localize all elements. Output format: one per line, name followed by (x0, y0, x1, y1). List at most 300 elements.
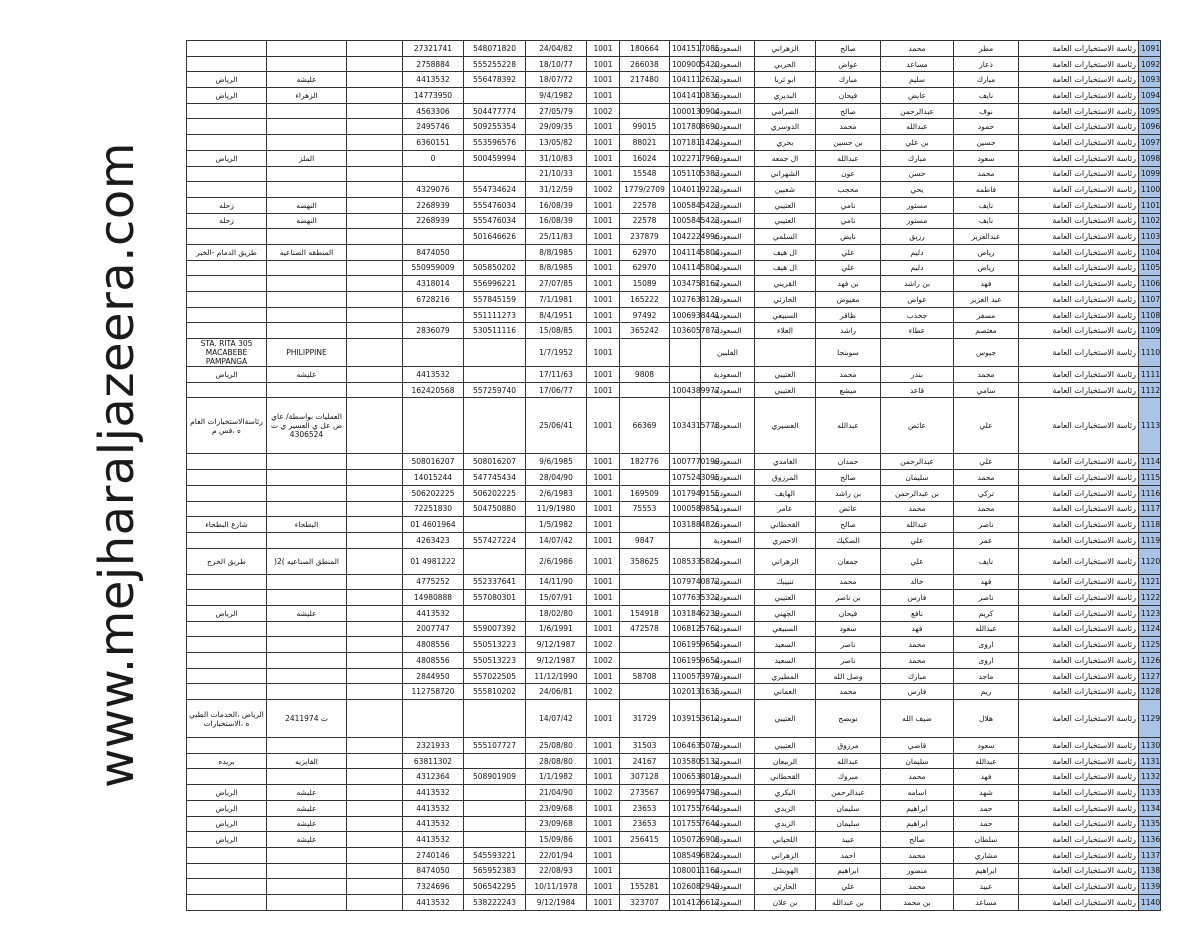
cell-date: 10/11/1978 (526, 879, 587, 895)
cell-c3: عبدالله (816, 753, 881, 769)
cell-id: 1039153612 (670, 700, 701, 738)
cell-city: الرياض (187, 832, 267, 848)
cell-dist (267, 182, 347, 198)
cell-c3: صالح (816, 517, 881, 533)
cell-n2: 1001 (587, 150, 620, 166)
cell-mob: 554734624 (464, 182, 526, 198)
table-row (187, 260, 1161, 276)
cell-agency: رئاسة الاستخبارات العامة (1019, 653, 1139, 669)
cell-city (187, 668, 267, 684)
cell-c2: مساعد (881, 56, 954, 72)
cell-agency: رئاسة الاستخبارات العامة (1019, 769, 1139, 785)
cell-idx: 1116 (1139, 485, 1161, 501)
cell-date: 23/09/68 (526, 816, 587, 832)
cell-c4: المطيري (755, 668, 816, 684)
cell-dist (267, 501, 347, 517)
cell-c3: ناصر (816, 637, 881, 653)
cell-c1: ناصر (954, 590, 1019, 606)
cell-id: 1068125762 (670, 621, 701, 637)
cell-nat: السعودية (701, 229, 755, 245)
cell-id: 1080011164 (670, 863, 701, 879)
cell-n2: 1001 (587, 56, 620, 72)
cell-c2: محمد (881, 41, 954, 57)
cell-n1 (620, 653, 670, 669)
cell-dist: المنطق الصناعيه )2( (267, 548, 347, 574)
cell-n1: 15089 (620, 276, 670, 292)
cell-n2: 1001 (587, 816, 620, 832)
cell-c4: العتيبي (755, 700, 816, 738)
cell-tel (403, 229, 464, 245)
cell-nat: السعودية (701, 72, 755, 88)
cell-empty (347, 166, 403, 182)
cell-agency: رئاسة الاستخبارات العامة (1019, 574, 1139, 590)
cell-id: 1100573979 (670, 668, 701, 684)
table-row (187, 590, 1161, 606)
cell-dist: عليشه (267, 72, 347, 88)
cell-tel (403, 339, 464, 367)
cell-n2: 1002 (587, 103, 620, 119)
cell-n1 (620, 847, 670, 863)
table-row (187, 323, 1161, 339)
cell-c3: بن حسين (816, 135, 881, 151)
cell-nat: السعودية (701, 323, 755, 339)
cell-c3: مبارك (816, 72, 881, 88)
table-row (187, 150, 1161, 166)
cell-c1: عبدالعزيز (954, 229, 1019, 245)
cell-n2: 1001 (587, 753, 620, 769)
cell-c2: محمد (881, 769, 954, 785)
cell-tel: 4413532 (403, 816, 464, 832)
cell-empty (347, 574, 403, 590)
cell-c1: معتصم (954, 323, 1019, 339)
cell-n2: 1002 (587, 785, 620, 801)
cell-date: 1/1/1982 (526, 769, 587, 785)
cell-city: الرياض (187, 88, 267, 104)
cell-empty (347, 700, 403, 738)
cell-c1: اروى (954, 637, 1019, 653)
cell-n1: 66369 (620, 398, 670, 454)
table-row (187, 863, 1161, 879)
cell-id: 1007770199 (670, 454, 701, 470)
table-row (187, 879, 1161, 895)
cell-empty (347, 398, 403, 454)
cell-n2: 1001 (587, 166, 620, 182)
cell-mob (464, 166, 526, 182)
cell-date: 31/12/59 (526, 182, 587, 198)
cell-empty (347, 367, 403, 383)
cell-c3: عائض (816, 501, 881, 517)
cell-c1: رياض (954, 260, 1019, 276)
cell-c4: الزهراني (755, 41, 816, 57)
cell-n2: 1001 (587, 769, 620, 785)
cell-mob (464, 785, 526, 801)
cell-dist: النهضه (267, 213, 347, 229)
cell-c1: مسفر (954, 307, 1019, 323)
cell-empty (347, 88, 403, 104)
cell-dist (267, 135, 347, 151)
cell-n1: 9847 (620, 532, 670, 548)
cell-c4: القحطاني (755, 769, 816, 785)
cell-n2: 1001 (587, 548, 620, 574)
cell-nat: السعودية (701, 103, 755, 119)
cell-date: 18/07/72 (526, 72, 587, 88)
cell-empty (347, 501, 403, 517)
cell-empty (347, 213, 403, 229)
cell-c1: سعود (954, 738, 1019, 754)
cell-n1: 31503 (620, 738, 670, 754)
cell-id: 1079740872 (670, 574, 701, 590)
cell-city: بريده (187, 753, 267, 769)
cell-city: الرياض ،الخدمات الطبي ه ،الاستخبارات (187, 700, 267, 738)
cell-n2: 1001 (587, 605, 620, 621)
cell-id: 1000130904 (670, 103, 701, 119)
cell-c3: الصكيك (816, 532, 881, 548)
cell-agency: رئاسة الاستخبارات العامة (1019, 621, 1139, 637)
cell-tel: 14773950 (403, 88, 464, 104)
cell-date: 7/1/1981 (526, 292, 587, 308)
cell-dist (267, 532, 347, 548)
cell-id: 1041112622 (670, 72, 701, 88)
cell-idx: 1140 (1139, 894, 1161, 910)
cell-dist (267, 863, 347, 879)
cell-agency: رئاسة الاستخبارات العامة (1019, 501, 1139, 517)
cell-tel: 63811302 (403, 753, 464, 769)
cell-c2: فارس (881, 590, 954, 606)
cell-city (187, 485, 267, 501)
cell-n1: 24167 (620, 753, 670, 769)
cell-agency: رئاسة الاستخبارات العامة (1019, 150, 1139, 166)
cell-c2: مستور (881, 213, 954, 229)
cell-mob: 557845159 (464, 292, 526, 308)
cell-empty (347, 738, 403, 754)
cell-agency: رئاسة الاستخبارات العامة (1019, 339, 1139, 367)
cell-agency: رئاسة الاستخبارات العامة (1019, 700, 1139, 738)
cell-c2: مبارك (881, 150, 954, 166)
cell-n2: 1001 (587, 398, 620, 454)
table-row (187, 382, 1161, 398)
cell-c2: عبدالرحمن (881, 454, 954, 470)
cell-c2: دليم (881, 260, 954, 276)
cell-agency: رئاسة الاستخبارات العامة (1019, 72, 1139, 88)
cell-dist (267, 166, 347, 182)
cell-c2: عبدالرحمن (881, 103, 954, 119)
cell-agency: رئاسة الاستخبارات العامة (1019, 879, 1139, 895)
cell-c4: السبيعي (755, 621, 816, 637)
cell-mob: 557427224 (464, 532, 526, 548)
cell-city (187, 894, 267, 910)
cell-n2: 1002 (587, 182, 620, 198)
cell-agency: رئاسة الاستخبارات العامة (1019, 847, 1139, 863)
cell-n1: 323707 (620, 894, 670, 910)
cell-id (670, 367, 701, 383)
cell-date: 25/06/41 (526, 398, 587, 454)
cell-n1: 169509 (620, 485, 670, 501)
cell-c1: مطر (954, 41, 1019, 57)
cell-agency: رئاسة الاستخبارات العامة (1019, 738, 1139, 754)
cell-c1: نوف (954, 103, 1019, 119)
cell-c4: الزهراني (755, 847, 816, 863)
cell-nat: السعودية (701, 182, 755, 198)
cell-dist: الفايزيه (267, 753, 347, 769)
cell-c1: تركي (954, 485, 1019, 501)
table-row (187, 738, 1161, 754)
cell-agency: رئاسة الاستخبارات العامة (1019, 894, 1139, 910)
table-row (187, 213, 1161, 229)
cell-date: 8/8/1985 (526, 244, 587, 260)
cell-agency: رئاسة الاستخبارات العامة (1019, 668, 1139, 684)
cell-id: 1004389977 (670, 382, 701, 398)
cell-n1: 472578 (620, 621, 670, 637)
cell-mob: 545593221 (464, 847, 526, 863)
cell-nat: السعودية (701, 166, 755, 182)
table-row (187, 339, 1161, 367)
cell-c3: جمعان (816, 548, 881, 574)
cell-tel: 01 4601964 (403, 517, 464, 533)
cell-date: 21/10/33 (526, 166, 587, 182)
cell-c2: محمد (881, 653, 954, 669)
cell-date: 16/08/39 (526, 197, 587, 213)
table-row (187, 668, 1161, 684)
cell-id: 1017557644 (670, 816, 701, 832)
cell-c3: علي (816, 260, 881, 276)
cell-dist: البطحاء (267, 517, 347, 533)
table-row (187, 41, 1161, 57)
cell-mob: 501646626 (464, 229, 526, 245)
cell-idx: 1137 (1139, 847, 1161, 863)
cell-c4: تنبيبك (755, 574, 816, 590)
cell-n1 (620, 470, 670, 486)
cell-city: الرياض (187, 367, 267, 383)
cell-id: 1077635322 (670, 590, 701, 606)
cell-c4: العتيبي (755, 367, 816, 383)
cell-empty (347, 292, 403, 308)
cell-c2: حسن (881, 166, 954, 182)
cell-city: 305 STA. RITA MACABEBE PAMPANGA (187, 339, 267, 367)
cell-empty (347, 605, 403, 621)
cell-city (187, 454, 267, 470)
cell-c3: صالح (816, 103, 881, 119)
cell-id: 1034315778 (670, 398, 701, 454)
cell-empty (347, 470, 403, 486)
cell-nat: السعودية (701, 367, 755, 383)
cell-date: 2/6/1986 (526, 548, 587, 574)
table-row (187, 119, 1161, 135)
cell-c1: محمد (954, 470, 1019, 486)
cell-tel: 2321933 (403, 738, 464, 754)
cell-idx: 1113 (1139, 398, 1161, 454)
cell-date: 21/04/90 (526, 785, 587, 801)
cell-n1 (620, 339, 670, 367)
cell-c3: صالح (816, 41, 881, 57)
cell-c3: احمد (816, 847, 881, 863)
cell-c1: ابراهيم (954, 863, 1019, 879)
cell-idx: 1125 (1139, 637, 1161, 653)
cell-dist (267, 454, 347, 470)
cell-dist: عليشه (267, 367, 347, 383)
cell-date: 9/4/1982 (526, 88, 587, 104)
cell-n1: 155281 (620, 879, 670, 895)
cell-city (187, 166, 267, 182)
cell-tel: 8474050 (403, 244, 464, 260)
cell-c3: علي (816, 879, 881, 895)
cell-idx: 1103 (1139, 229, 1161, 245)
cell-c3: محمد (816, 684, 881, 700)
cell-nat: السعودية (701, 150, 755, 166)
cell-city: طريق الدمام -الخبر (187, 244, 267, 260)
cell-agency: رئاسة الاستخبارات العامة (1019, 244, 1139, 260)
cell-c1: نايف (954, 197, 1019, 213)
cell-c1: ذعار (954, 56, 1019, 72)
cell-tel: 14015244 (403, 470, 464, 486)
cell-id: 1031884826 (670, 517, 701, 533)
table-row (187, 307, 1161, 323)
cell-nat: السعودية (701, 197, 755, 213)
cell-nat: السعودية (701, 398, 755, 454)
cell-dist: عليشه (267, 800, 347, 816)
cell-c4: البديري (755, 88, 816, 104)
table-row (187, 398, 1161, 454)
cell-c3: سوبنجا (816, 339, 881, 367)
cell-n1: 180664 (620, 41, 670, 57)
cell-mob: 548071820 (464, 41, 526, 57)
table-row (187, 548, 1161, 574)
cell-dist (267, 323, 347, 339)
cell-empty (347, 197, 403, 213)
cell-date: 28/04/90 (526, 470, 587, 486)
cell-n1: 256415 (620, 832, 670, 848)
cell-c3: مبروك (816, 769, 881, 785)
cell-city (187, 847, 267, 863)
cell-c3: فيحان (816, 605, 881, 621)
cell-idx: 1117 (1139, 501, 1161, 517)
cell-nat: السعودية (701, 637, 755, 653)
cell-nat: السعودية (701, 653, 755, 669)
cell-n1: 266038 (620, 56, 670, 72)
cell-n2: 1001 (587, 119, 620, 135)
cell-c2: عبدالله (881, 119, 954, 135)
cell-dist (267, 621, 347, 637)
cell-id (670, 532, 701, 548)
cell-empty (347, 653, 403, 669)
cell-n2: 1001 (587, 41, 620, 57)
cell-mob (464, 367, 526, 383)
table-row (187, 88, 1161, 104)
cell-empty (347, 753, 403, 769)
cell-agency: رئاسة الاستخبارات العامة (1019, 367, 1139, 383)
cell-n2: 1001 (587, 260, 620, 276)
cell-id: 1036057873 (670, 323, 701, 339)
cell-c2: عايض (881, 88, 954, 104)
cell-c4: الشهراني (755, 166, 816, 182)
cell-city: رئاسةالاستخبارات العام ه ،قس م (187, 398, 267, 454)
cell-idx: 1129 (1139, 700, 1161, 738)
cell-tel: 4312364 (403, 769, 464, 785)
cell-empty (347, 182, 403, 198)
cell-n2: 1001 (587, 590, 620, 606)
cell-c3: محمد (816, 574, 881, 590)
cell-idx: 1130 (1139, 738, 1161, 754)
cell-nat: السعودية (701, 485, 755, 501)
cell-empty (347, 517, 403, 533)
cell-tel: 7324696 (403, 879, 464, 895)
cell-n2: 1001 (587, 72, 620, 88)
cell-n1: 237879 (620, 229, 670, 245)
cell-c2 (881, 339, 954, 367)
cell-n1: 358625 (620, 548, 670, 574)
table-row (187, 700, 1161, 738)
cell-id: 1041517085 (670, 41, 701, 57)
cell-dist: عليشه (267, 832, 347, 848)
cell-mob: 538222243 (464, 894, 526, 910)
cell-dist (267, 637, 347, 653)
cell-empty (347, 41, 403, 57)
cell-tel: 2844950 (403, 668, 464, 684)
cell-mob: 506542295 (464, 879, 526, 895)
cell-nat: السعودية (701, 769, 755, 785)
cell-agency: رئاسة الاستخبارات العامة (1019, 103, 1139, 119)
cell-idx: 1115 (1139, 470, 1161, 486)
cell-n1 (620, 382, 670, 398)
cell-nat: السعودية (701, 548, 755, 574)
cell-city (187, 292, 267, 308)
cell-mob (464, 398, 526, 454)
cell-c4: عامر (755, 501, 816, 517)
cell-mob: 559007392 (464, 621, 526, 637)
table-row (187, 574, 1161, 590)
cell-id: 1085496824 (670, 847, 701, 863)
cell-c4: العماني (755, 684, 816, 700)
website-url-text: www.mejharaljazeera.com (89, 142, 145, 788)
cell-city (187, 382, 267, 398)
cell-n1: 58708 (620, 668, 670, 684)
cell-c1: عمر (954, 532, 1019, 548)
cell-c3: وصل الله (816, 668, 881, 684)
cell-tel: 2758884 (403, 56, 464, 72)
cell-n1 (620, 574, 670, 590)
cell-c4: العتيبي (755, 382, 816, 398)
cell-mob: 547745434 (464, 470, 526, 486)
cell-c1: اروى (954, 653, 1019, 669)
cell-n2: 1001 (587, 738, 620, 754)
cell-tel: 508016207 (403, 454, 464, 470)
cell-mob: 565952383 (464, 863, 526, 879)
cell-empty (347, 532, 403, 548)
cell-nat: السعودية (701, 800, 755, 816)
cell-mob (464, 816, 526, 832)
cell-c2: اسامه (881, 785, 954, 801)
cell-n1: 307128 (620, 769, 670, 785)
cell-n2: 1001 (587, 832, 620, 848)
cell-c1: عبد العزيز (954, 292, 1019, 308)
cell-dist (267, 56, 347, 72)
cell-idx: 1109 (1139, 323, 1161, 339)
cell-empty (347, 548, 403, 574)
cell-n2: 1001 (587, 532, 620, 548)
cell-c1: عبدالله (954, 621, 1019, 637)
table-row (187, 197, 1161, 213)
cell-tel: 2268939 (403, 213, 464, 229)
cell-c2: فارس (881, 684, 954, 700)
cell-c1: علي (954, 454, 1019, 470)
cell-city (187, 182, 267, 198)
cell-n2: 1002 (587, 684, 620, 700)
cell-agency: رئاسة الاستخبارات العامة (1019, 88, 1139, 104)
cell-empty (347, 103, 403, 119)
cell-n2: 1001 (587, 621, 620, 637)
cell-c4: الحربي (755, 56, 816, 72)
cell-c2: جخدب (881, 307, 954, 323)
cell-c3: سليمان (816, 816, 881, 832)
